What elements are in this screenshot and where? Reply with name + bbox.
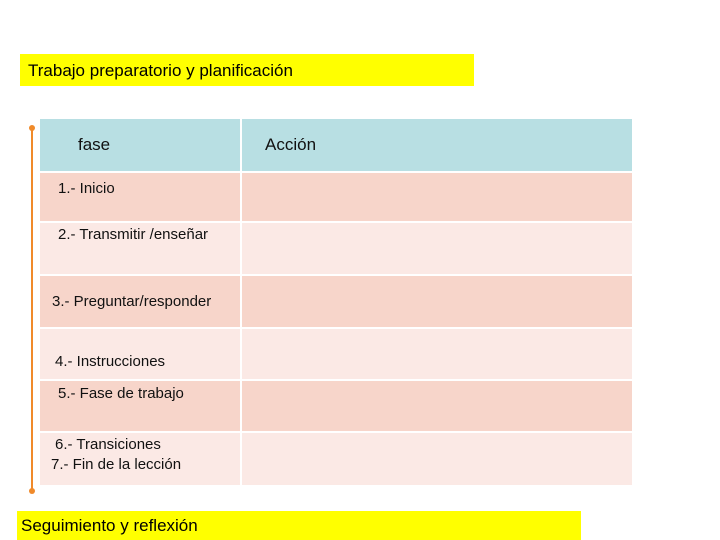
last-phase-label: 7.- Fin de la lección <box>51 456 182 473</box>
action-cell[interactable] <box>241 172 633 222</box>
phase-cell: 2.- Transmitir /enseñar <box>39 222 241 275</box>
action-cell[interactable] <box>241 275 633 328</box>
phase-action-table <box>38 117 634 487</box>
action-cell[interactable] <box>241 328 633 380</box>
table-row <box>39 172 633 222</box>
phase-cell: 6.- Transiciones <box>39 432 241 486</box>
action-cell[interactable] <box>241 222 633 275</box>
phase-cell: 4.- Instrucciones <box>39 328 241 380</box>
timeline-end-dot <box>29 488 35 494</box>
section-title-followup: Seguimiento y reflexión <box>17 511 581 540</box>
table-row <box>39 275 633 328</box>
table-header-row <box>39 118 633 172</box>
phase-cell: 1.- Inicio <box>39 172 241 222</box>
table-row <box>39 328 633 380</box>
timeline-line <box>31 128 33 491</box>
table-row <box>39 222 633 275</box>
phase-cell: 5.- Fase de trabajo <box>39 380 241 432</box>
table-row <box>39 380 633 432</box>
header-accion: Acción <box>241 118 633 172</box>
header-fase: fase <box>39 118 241 172</box>
action-cell[interactable] <box>241 380 633 432</box>
phase-cell: 3.- Preguntar/responder <box>39 275 241 328</box>
timeline-start-dot <box>29 125 35 131</box>
action-cell[interactable] <box>241 432 633 486</box>
section-title-preparation: Trabajo preparatorio y planificación <box>20 54 474 86</box>
